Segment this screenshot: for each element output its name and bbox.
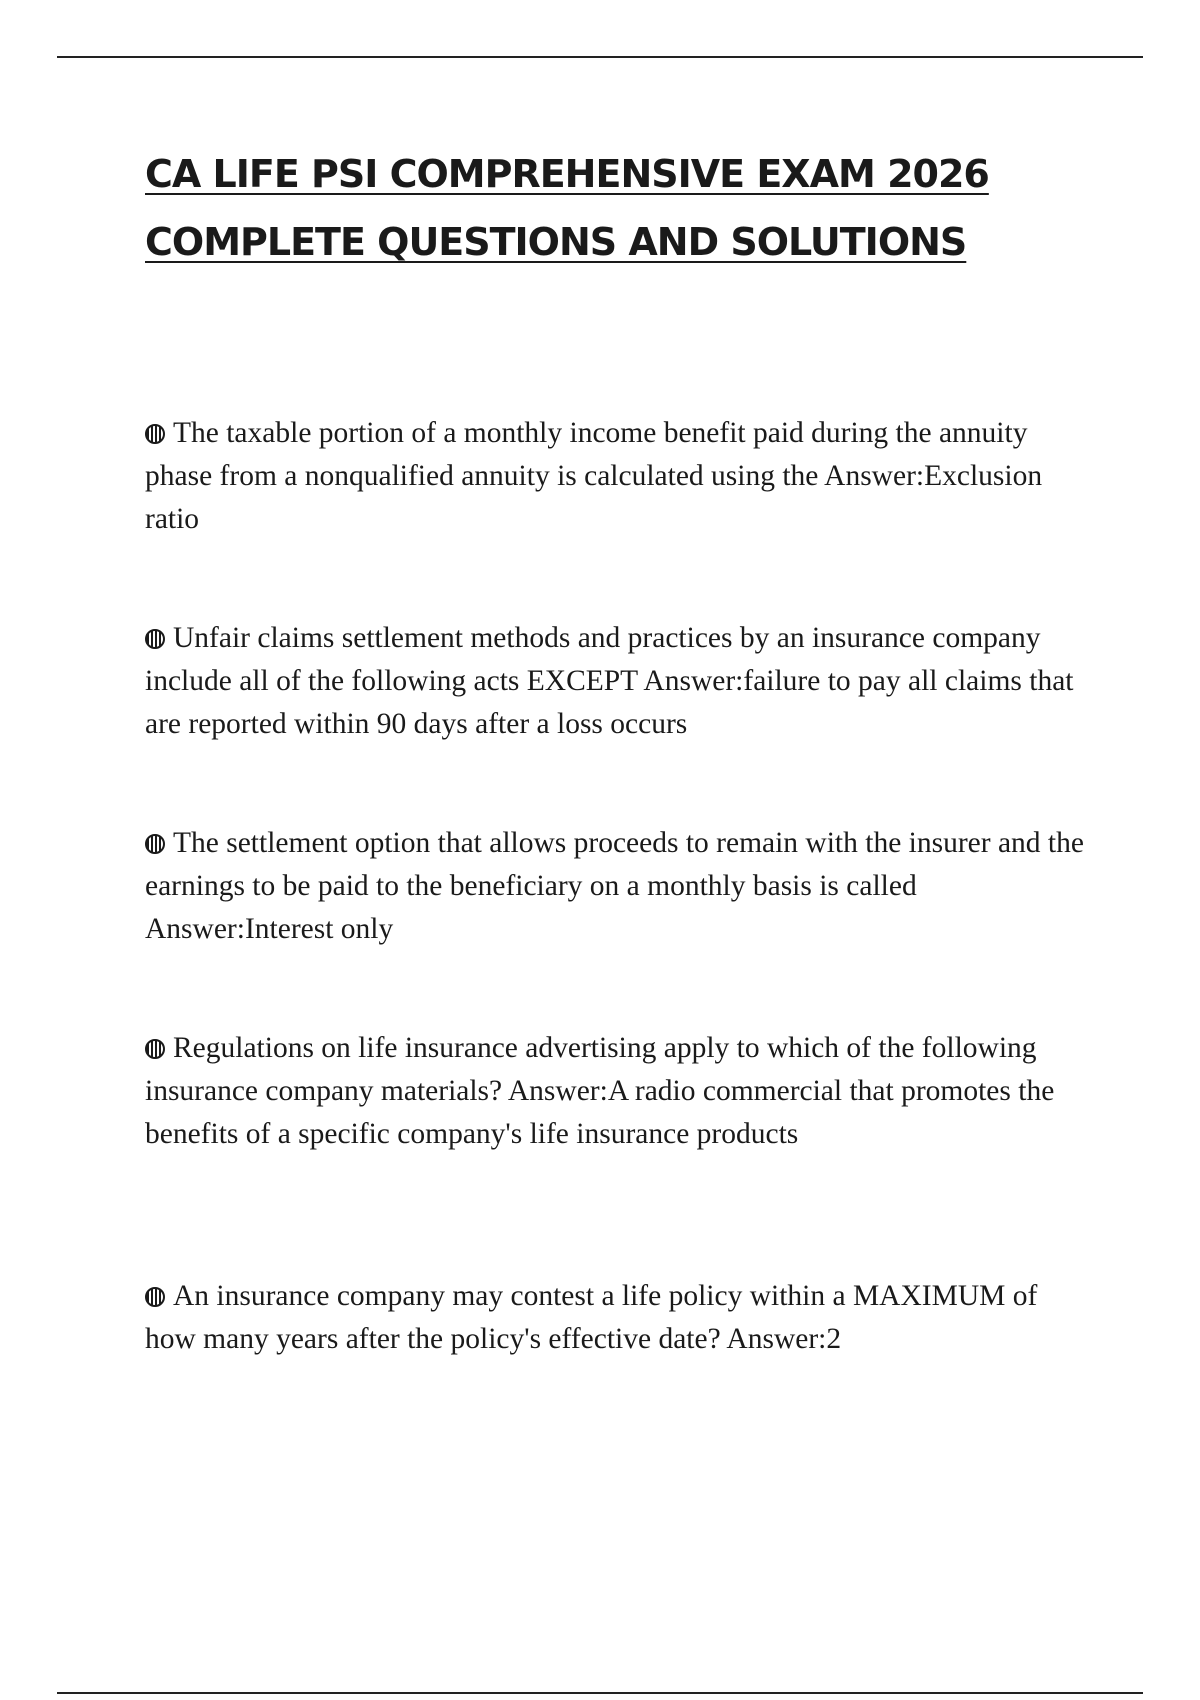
- title-line-1: CA LIFE PSI COMPREHENSIVE EXAM 2026: [145, 152, 989, 196]
- top-divider: [57, 56, 1143, 58]
- question-item: [145, 822, 1095, 951]
- question-text: An insurance company may contest a life policy within a MAXIMUM of how many years after the policy's effective date? Answer:2: [145, 1280, 1038, 1355]
- circle-bullet-icon: [145, 629, 165, 649]
- title-line-2: COMPLETE QUESTIONS AND SOLUTIONS: [145, 220, 967, 264]
- circle-bullet-icon: [145, 1287, 165, 1307]
- question-item: [145, 1027, 1095, 1156]
- question-text: Unfair claims settlement methods and practices by an insurance company include all of the following acts EXCEPT Answer:failure to pay all claims that are reported within 90 days after a loss occurs: [145, 622, 1074, 740]
- question-item: [145, 617, 1095, 746]
- question-text: The taxable portion of a monthly income benefit paid during the annuity phase from a nonqualified annuity is calculated using the Answer:Exclusion ratio: [145, 417, 1043, 535]
- circle-bullet-icon: [145, 1039, 165, 1059]
- page-title: [145, 140, 1045, 276]
- bottom-divider: [57, 1692, 1143, 1694]
- question-item: [145, 1275, 1095, 1361]
- question-item: [145, 412, 1095, 541]
- circle-bullet-icon: [145, 424, 165, 444]
- question-text: Regulations on life insurance advertising apply to which of the following insurance company materials? Answer:A radio commercial that promotes the benefits of a specific company's life insurance products: [145, 1032, 1055, 1150]
- circle-bullet-icon: [145, 834, 165, 854]
- question-text: The settlement option that allows proceeds to remain with the insurer and the earnings to be paid to the beneficiary on a monthly basis is called Answer:Interest only: [145, 827, 1084, 945]
